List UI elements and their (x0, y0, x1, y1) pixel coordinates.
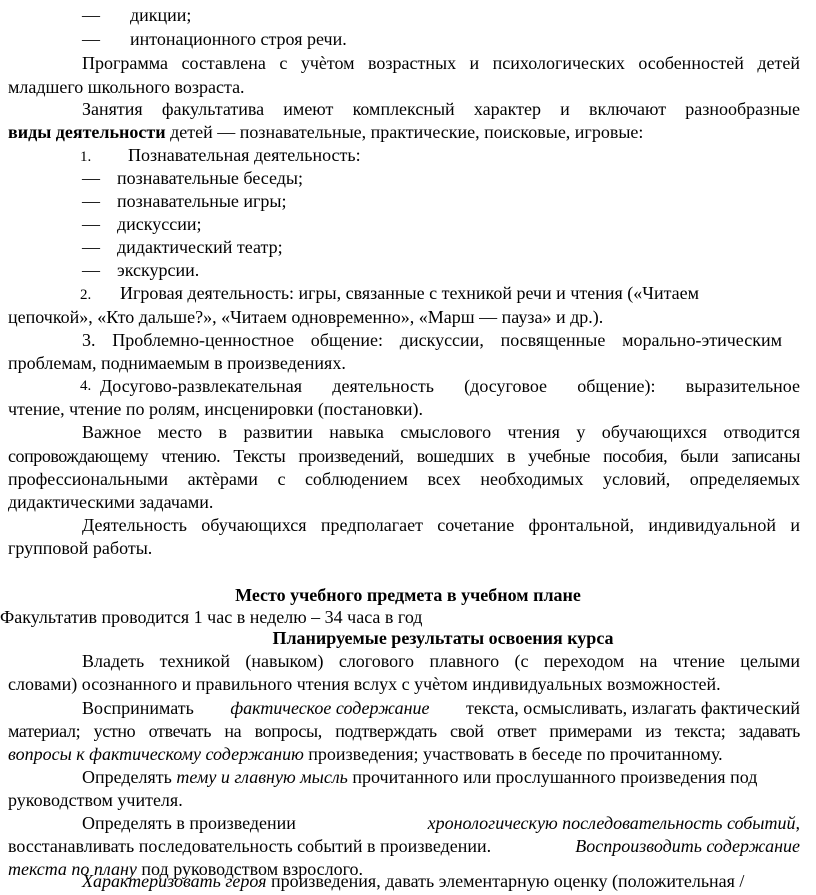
italic-term: хронологическую последовательность событий, (427, 813, 800, 833)
paragraph-text: произведения, давать элементарную оценку (положительная / (266, 871, 745, 891)
list-text: экскурсии. (117, 260, 200, 280)
list-text: познавательные беседы; (117, 168, 303, 188)
section-number: 4. (80, 378, 92, 394)
paragraph-perceive-line (8, 743, 723, 765)
paragraph-forms-line: групповой работы. (8, 538, 153, 558)
italic-term: текста по плану (8, 859, 137, 879)
list-dash: — (82, 168, 100, 188)
paragraph-text: текста, осмысливать, излагать фактический (466, 698, 800, 718)
paragraph-program-line: Программа составлена с учѐтом возрастных и психологических особенностей детей (82, 53, 800, 73)
list-item (82, 213, 202, 235)
paragraph-activities-line (8, 121, 643, 143)
paragraph-theme-line (82, 766, 757, 788)
paragraph-reading-line: Важное место в развитии навыка смыслового чтения у обучающихся отводится (82, 422, 800, 442)
paragraph-text: Воспринимать (82, 698, 194, 718)
paragraph-reading-line: профессиональными актѐрами с соблюдением всех необходимых условий, определяемых (8, 469, 800, 489)
list-dash: — (82, 214, 100, 234)
paragraph-sequence-line (82, 812, 800, 834)
section-heading-place: Место учебного предмета в учебном плане (235, 585, 581, 605)
list-item-intonation (82, 28, 347, 50)
italic-term: Воспроизводить содержание (575, 836, 800, 856)
section-leisure-line (80, 375, 800, 397)
paragraph-program-line: младшего школьного возраста. (8, 77, 245, 97)
italic-term: Характеризовать героя (82, 871, 267, 891)
section-cognitive-heading (80, 144, 361, 166)
section-number: 2. (80, 287, 92, 303)
list-text: дидактический театр; (117, 237, 283, 257)
section-problem-line: проблемам, поднимаемым в произведениях. (8, 353, 346, 373)
paragraph-text: детей — познавательные, практические, поисковые, игровые: (165, 122, 644, 142)
section-leisure-line: чтение, чтение по ролям, инсценировки (постановки). (8, 399, 424, 419)
list-dash: — (82, 29, 100, 49)
paragraph-text: под руководством взрослого. (136, 859, 364, 879)
paragraph-reading-line: дидактическими задачами. (8, 492, 214, 512)
bold-term: виды деятельности (8, 122, 166, 142)
list-item (82, 259, 199, 281)
list-text: познавательные игры; (117, 191, 287, 211)
italic-term: фактическое содержание (230, 698, 430, 718)
paragraph-text: прочитанного или прослушанного произведения под (347, 767, 758, 787)
paragraph-text: восстанавливать последовательность событий в произведении. (8, 836, 492, 856)
paragraph-character-line (82, 870, 744, 892)
paragraph-activities-line: Занятия факультатива имеют комплексный характер и включают разнообразные (82, 99, 800, 119)
list-item (82, 190, 287, 212)
list-dash: — (82, 5, 100, 25)
list-item-diction (82, 4, 191, 26)
list-text: дикции; (130, 5, 192, 25)
list-dash: — (82, 237, 100, 257)
section-problem-line: 3. Проблемно-ценностное общение: дискуссии, посвященные морально-этическим (82, 330, 782, 350)
list-item (82, 167, 303, 189)
italic-term: тему и главную мысль (176, 767, 348, 787)
place-text: Факультатив проводится 1 час в неделю – 34 часа в год (0, 607, 423, 627)
paragraph-technique-line: словами) осознанного и правильного чтения вслух с учѐтом индивидуальных возможностей. (8, 674, 721, 694)
paragraph-perceive-line (82, 697, 800, 719)
list-text: интонационного строя речи. (130, 29, 347, 49)
section-game-line: цепочкой», «Кто дальше?», «Читаем одновременно», «Марш — пауза» и др.). (8, 307, 604, 327)
paragraph-text: произведения; участвовать в беседе по прочитанному. (303, 744, 723, 764)
list-item (82, 236, 283, 258)
paragraph-theme-line: руководством учителя. (8, 790, 183, 810)
paragraph-forms-line: Деятельность обучающихся предполагает сочетание фронтальной, индивидуальной и (82, 515, 800, 535)
paragraph-perceive-line: материал; устно отвечать на вопросы, подтверждать свой ответ примерами из текста; задавать (8, 721, 800, 741)
paragraph-text: Определять (82, 767, 177, 787)
paragraph-text: Определять в произведении (82, 813, 296, 833)
italic-term: вопросы к фактическому содержанию (8, 744, 304, 764)
paragraph-reading-line: сопровождающему чтению. Тексты произведений, вошедших в учебные пособия, были записаны (8, 446, 800, 466)
section-text: Игровая деятельность: игры, связанные с техникой речи и чтения («Читаем (120, 283, 700, 303)
section-number: 1. (80, 149, 92, 165)
section-text: Досугово-развлекательная деятельность (досуговое общение): выразительное (100, 376, 800, 396)
list-text: дискуссии; (117, 214, 202, 234)
section-title: Познавательная деятельность: (128, 145, 361, 165)
list-dash: — (82, 260, 100, 280)
section-heading-results: Планируемые результаты освоения курса (272, 628, 614, 648)
section-game-line (80, 282, 800, 304)
paragraph-technique-line: Владеть техникой (навыком) слогового плавного (с переходом на чтение целыми (82, 651, 800, 671)
list-dash: — (82, 191, 100, 211)
paragraph-sequence-line (8, 835, 800, 857)
